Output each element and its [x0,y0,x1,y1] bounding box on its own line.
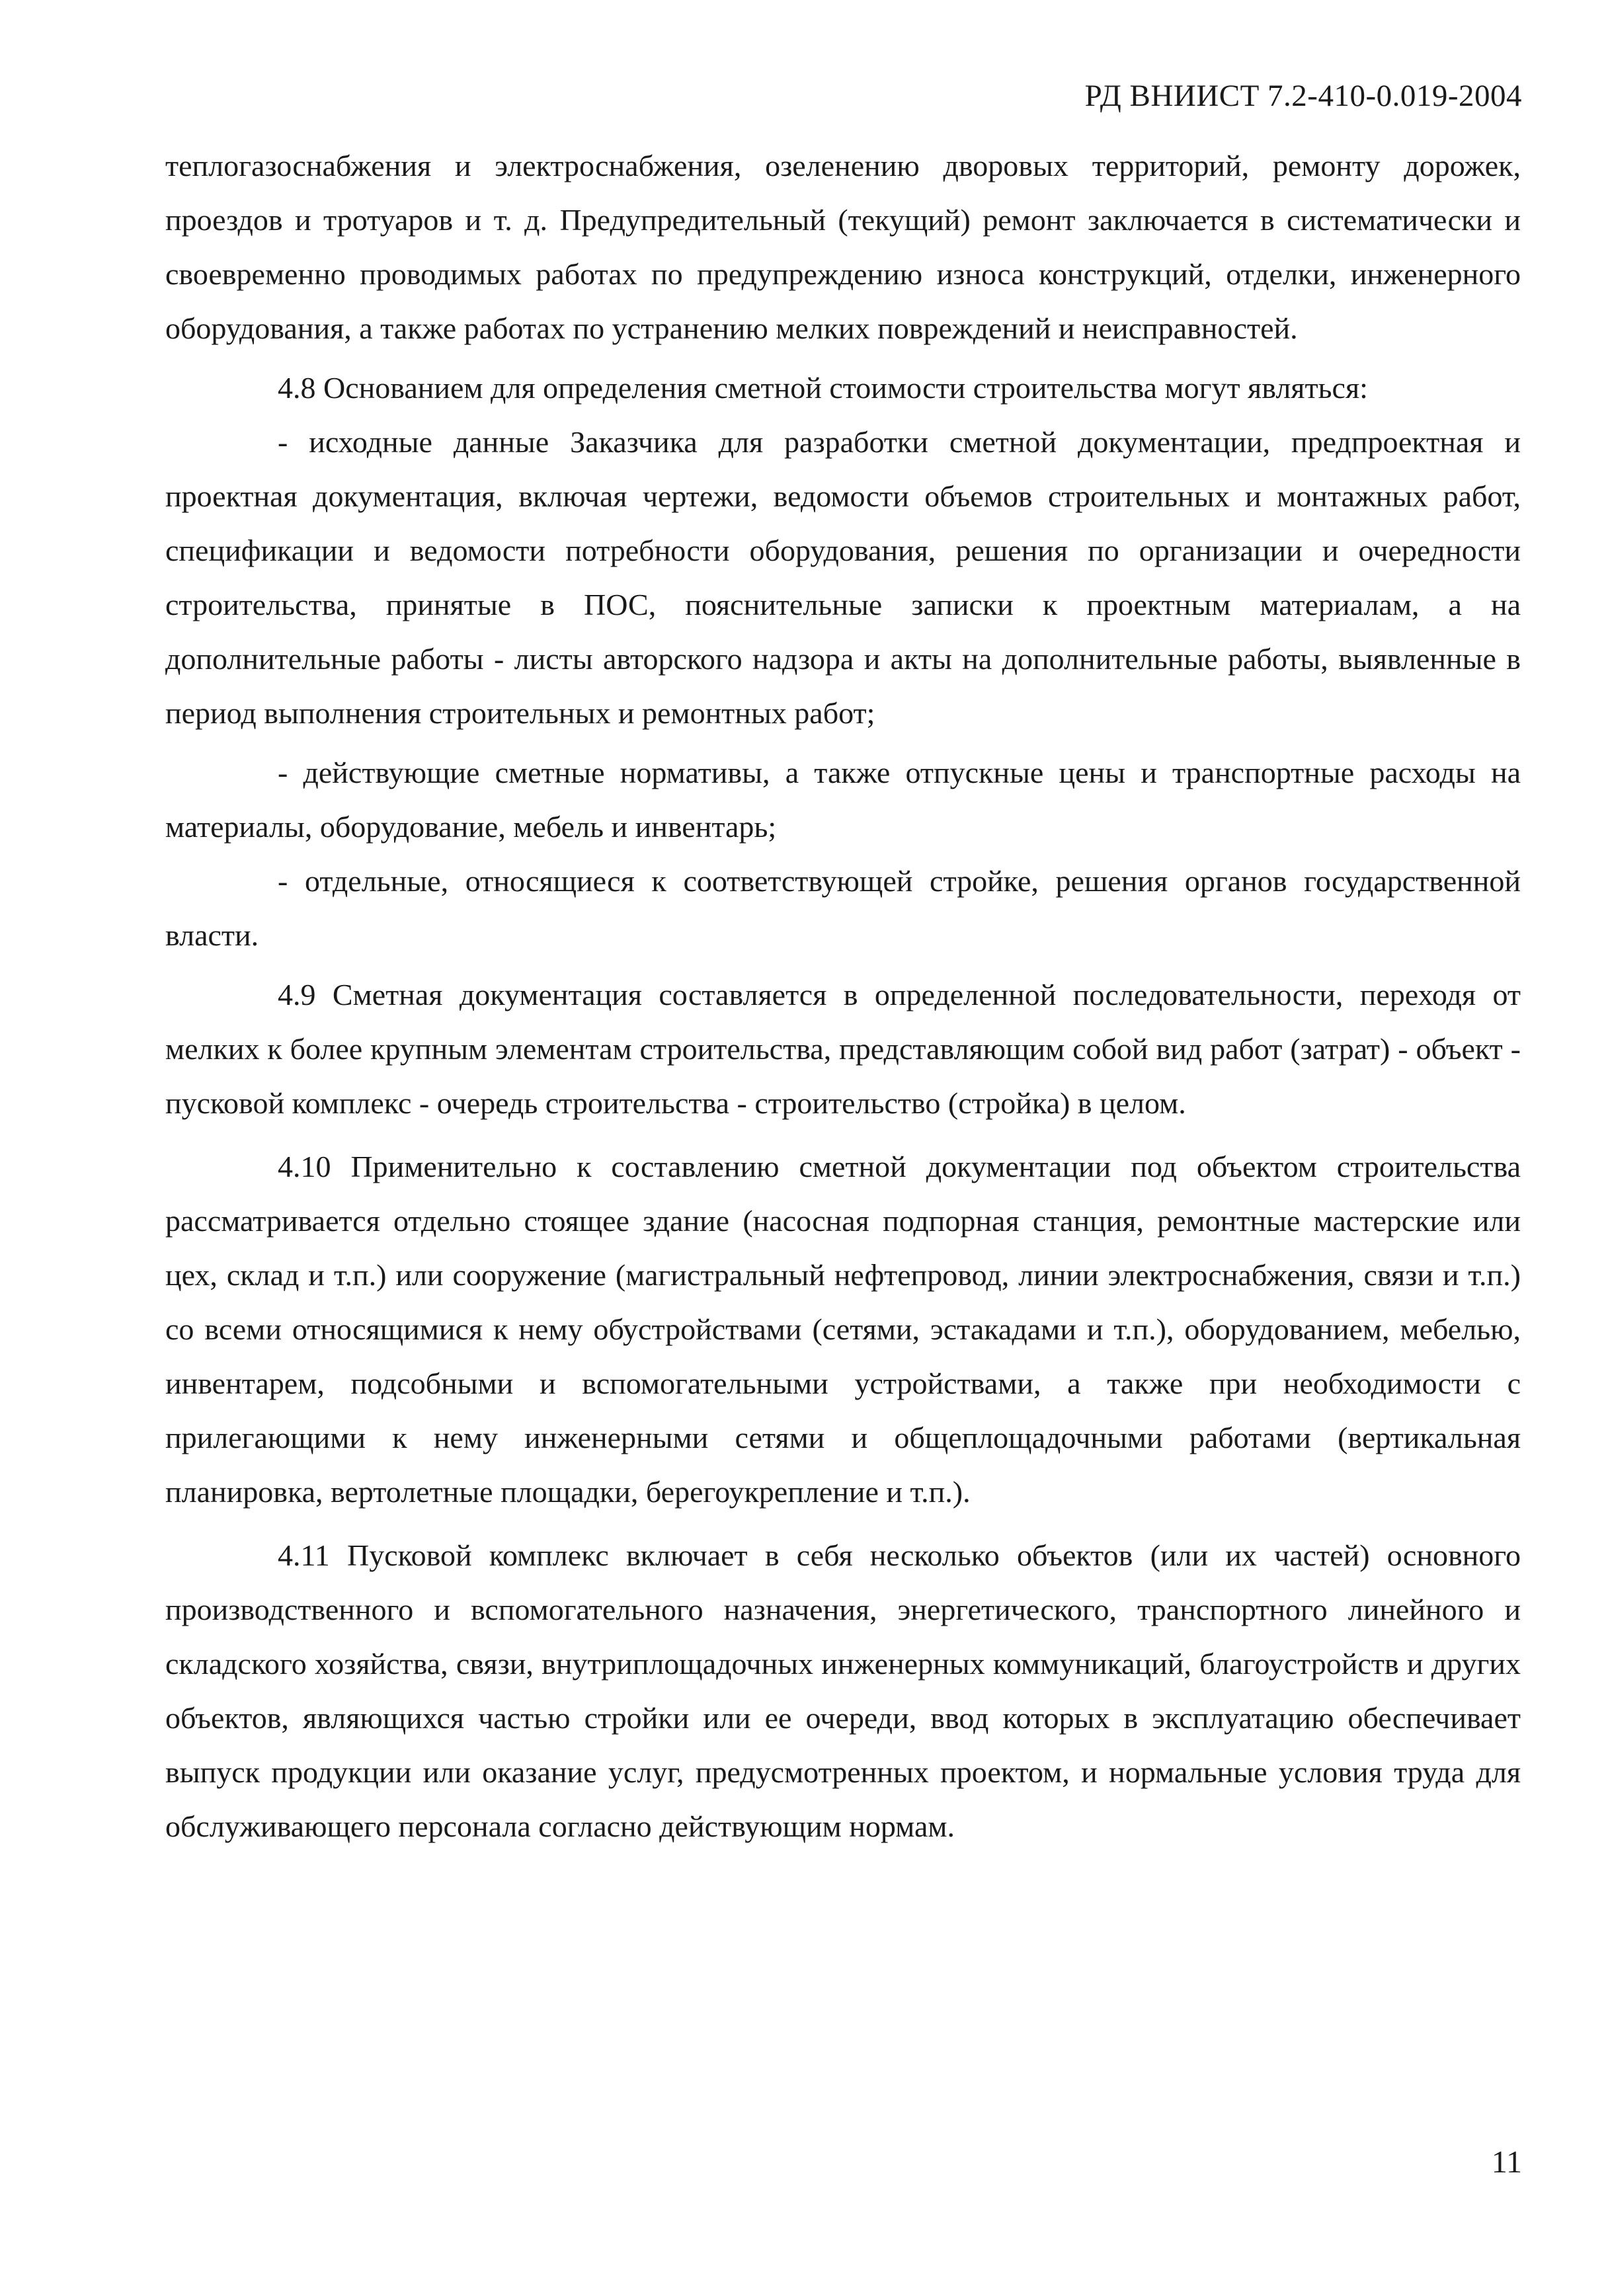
list-item-government-decisions: - отдельные, относящиеся к соответствующей стройке, решения органов государственной власти. [165,864,1521,952]
paragraph-4-8: 4.8 Основанием для определения сметной стоимости строительства могут являться: [278,371,1368,405]
paragraph-4-9: 4.9 Сметная документация составляется в определенной последовательности, переходя от мелких к более крупным элементам строительства, представляющим собой вид работ (затрат) - объект - пусковой комплекс - очередь строительства - строительство (стройка) в целом. [165,978,1521,1120]
paragraph-4-11: 4.11 Пусковой комплекс включает в себя несколько объектов (или их частей) основного производственного и вспомогательного назначения, энергетического, транспортного линейного и складского хозяйства, связи, внутриплощадочных инженерных коммуникаций, благоустройств и других объектов, являющихся частью стройки или ее очереди, ввод которых в эксплуатацию обеспечивает выпуск продукции или оказание услуг, предусмотренных проектом, и нормальные условия труда для обслуживающего персонала согласно действующим нормам. [165,1538,1521,1843]
list-item-source-data: - исходные данные Заказчика для разработки сметной документации, предпроектная и проектная документация, включая чертежи, ведомости объемов строительных и монтажных работ, спецификации и ведомости потребности оборудования, решения по организации и очередности строительства, принятые в ПОС, пояснительные записки к проектным материалам, а на дополнительные работы - листы авторского надзора и акты на дополнительные работы, выявленные в период выполнения строительных и ремонтных работ; [165,425,1521,730]
paragraph-continuation: теплогазоснабжения и электроснабжения, озеленению дворовых территорий, ремонту дорожек, проездов и тротуаров и т. д. Предупредительный (текущий) ремонт заключается в систематически и своевременно проводимых работах по предупреждению износа конструкций, отделки, инженерного оборудования, а также работах по устранению мелких повреждений и неисправностей. [165,149,1521,345]
document-code-header: РД ВНИИСТ 7.2-410-0.019-2004 [1084,79,1522,113]
document-body [165,139,1521,1854]
page-number: 11 [1491,2145,1522,2180]
list-item-estimate-norms: - действующие сметные нормативы, а также отпускные цены и транспортные расходы на материалы, оборудование, мебель и инвентарь; [165,756,1521,844]
paragraph-4-10: 4.10 Применительно к составлению сметной документации под объектом строительства рассматривается отдельно стоящее здание (насосная подпорная станция, ремонтные мастерские или цех, склад и т.п.) или сооружение (магистральный нефтепровод, линии электроснабжения, связи и т.п.) со всеми относящимися к нему обустройствами (сетями, эстакадами и т.п.), оборудованием, мебелью, инвентарем, подсобными и вспомогательными устройствами, а также при необходимости с прилегающими к нему инженерными сетями и общеплощадочными работами (вертикальная планировка, вертолетные площадки, берегоукрепление и т.п.). [165,1150,1521,1509]
